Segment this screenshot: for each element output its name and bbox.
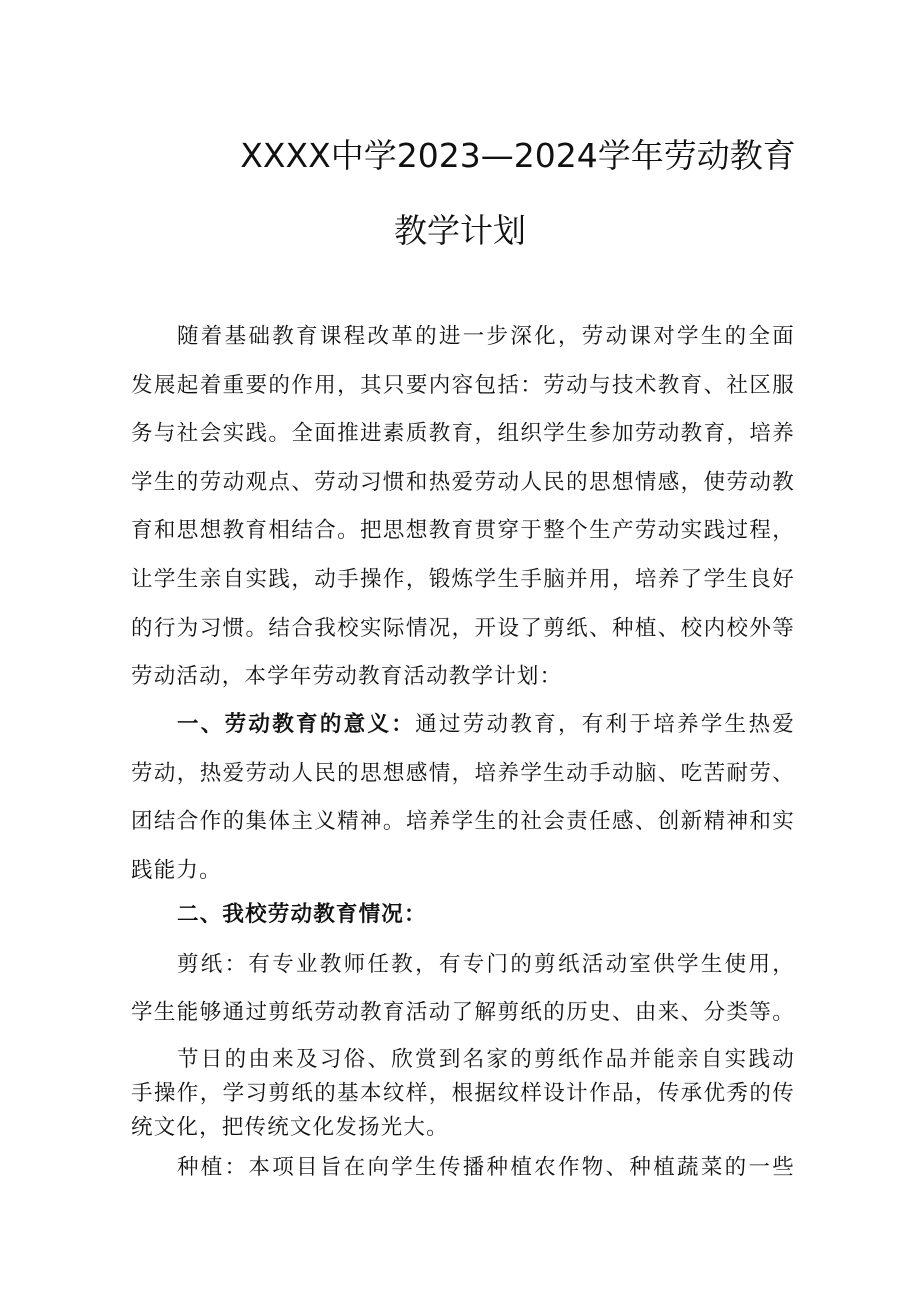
- zhongzhi-paragraph: [131, 1148, 795, 1188]
- jianzhi-paragraph-2: [131, 1043, 795, 1145]
- jianzhi-line: 剪纸：有专业教师任教，有专门的剪纸活动室供学生使用，: [177, 952, 795, 977]
- section1-first-line-text: 通过劳动教育，有利于培养学生热爱: [415, 712, 795, 737]
- section1-heading: 一、劳动教育的意义：: [177, 712, 416, 737]
- section1-line: 团结合作的集体主义精神。培养学生的社会责任感、创新精神和实: [131, 809, 795, 835]
- intro-line: 的行为习惯。结合我校实际情况，开设了剪纸、种植、校内校外等: [131, 615, 795, 641]
- document-title-line1: XXXX中学2023—2024学年劳动教育: [240, 136, 796, 175]
- document-title-line2: 教学计划: [394, 211, 526, 250]
- jianzhi-line: 统文化，把传统文化发扬光大。: [131, 1115, 449, 1140]
- intro-line: 学生的劳动观点、劳动习惯和热爱劳动人民的思想情感，使劳动教: [131, 469, 795, 495]
- section1-line: 劳动，热爱劳动人民的思想感情，培养学生动手动脑、吃苦耐劳、: [131, 760, 795, 786]
- zhongzhi-line: 种植：本项目旨在向学生传播种植农作物、种植蔬菜的一些: [177, 1155, 795, 1180]
- section1-line: 践能力。: [131, 857, 222, 883]
- jianzhi-line: 学生能够通过剪纸劳动教育活动了解剪纸的历史、由来、分类等。: [131, 1000, 795, 1025]
- intro-line: 发展起着重要的作用，其只要内容包括：劳动与技术教育、社区服: [131, 372, 795, 398]
- intro-line: 育和思想教育相结合。把思想教育贯穿于整个生产劳动实践过程，: [131, 518, 795, 544]
- section2-heading-block: [131, 895, 795, 935]
- jianzhi-line: 节日的由来及习俗、欣赏到名家的剪纸作品并能亲自实践动: [177, 1047, 795, 1072]
- intro-line: 随着基础教育课程改革的进一步深化，劳动课对学生的全面: [177, 324, 795, 349]
- intro-line: 务与社会实践。全面推进素质教育，组织学生参加劳动教育，培养: [131, 421, 795, 447]
- section1-paragraph: [131, 701, 795, 895]
- section1-first-line: [131, 701, 795, 750]
- intro-paragraph: [131, 313, 795, 702]
- section2-heading: 二、我校劳动教育情况：: [177, 902, 427, 927]
- jianzhi-line: 手操作，学习剪纸的基本纹样，根据纹样设计作品，传承优秀的传: [131, 1081, 795, 1106]
- jianzhi-paragraph-1: [131, 941, 795, 1037]
- intro-line: 劳动活动，本学年劳动教育活动教学计划：: [131, 664, 563, 690]
- intro-line: 让学生亲自实践，动手操作，锻炼学生手脑并用，培养了学生良好: [131, 566, 795, 592]
